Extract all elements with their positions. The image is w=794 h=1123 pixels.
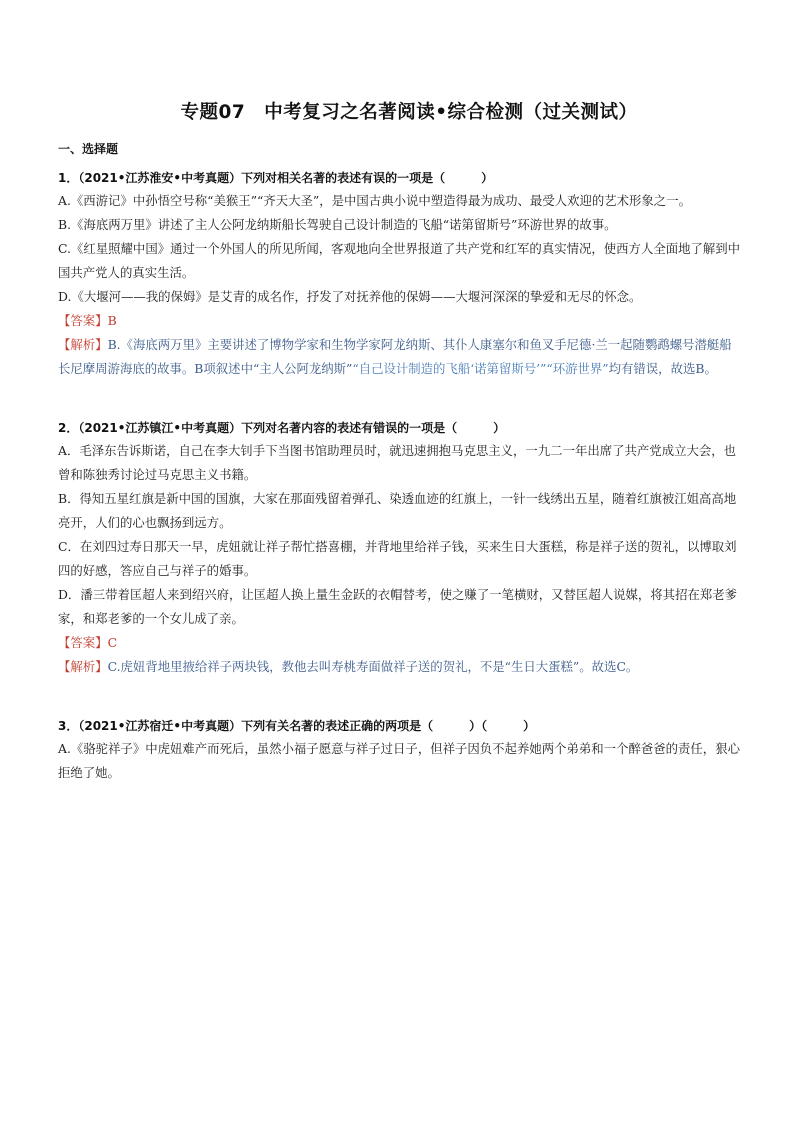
answer-line <box>58 309 742 333</box>
analysis-block <box>58 655 742 679</box>
option-c: C.《红星照耀中国》通过一个外国人的所见所闻，客观地向全世界报道了共产党和红军的真实情况，使西方人全面地了解到中国共产党人的真实生活。 <box>58 241 741 280</box>
analysis-tag: 【解析】 <box>58 337 108 352</box>
document-page <box>58 98 742 805</box>
option-d: D．潘三带着匡超人来到绍兴府，让匡超人换上量生金跃的衣帽替考，使之赚了一笔横财，又替匡超人说媒，将其招在郑老爹家，和郑老爹的一个女儿成了亲。 <box>58 587 738 626</box>
option-a: A.《西游记》中孙悟空号称“美猴王”“齐天大圣”，是中国古典小说中塑造得最为成功、最受人欢迎的艺术形象之一。 <box>58 193 691 208</box>
document-title: 专题07 中考复习之名著阅读•综合检测（过关测试） <box>180 102 638 123</box>
answer-tag: 【答案】 <box>58 635 108 650</box>
question-stem: 2．（2021•江苏镇江•中考真题）下列对名著内容的表述有错误的一项是（ ） <box>58 421 506 435</box>
option-a: A．毛泽东告诉斯诺，自己在李大钊手下当图书馆助理员时，就迅速拥抱马克思主义，一九二一年出席了共产党成立大会，也曾和陈独秀讨论过马克思主义书籍。 <box>58 443 737 482</box>
analysis-quote: “自己设计制造的飞船‘诺第留斯号’”“环游世界” <box>352 361 609 376</box>
answer-value: B <box>107 313 117 328</box>
answer-line <box>58 631 742 655</box>
analysis-tail: 均有错误，故选B。 <box>608 361 717 376</box>
question-2 <box>58 417 742 679</box>
option-a: A.《骆驼祥子》中虎妞难产而死后，虽然小福子愿意与祥子过日子，但祥子因负不起养她两个弟弟和一个醉爸爸的责任，狠心拒绝了她。 <box>58 741 740 780</box>
analysis-tag: 【解析】 <box>58 659 108 674</box>
analysis-block <box>58 333 742 381</box>
analysis-text: C.虎妞背地里掖给祥子两块钱，教他去叫寿桃寿面做祥子送的贺礼，不是“生日大蛋糕”。故选C。 <box>107 659 639 674</box>
question-stem: 3．（2021•江苏宿迁•中考真题）下列有关名著的表述正确的两项是（ ）（ ） <box>58 719 536 733</box>
section-title: 一、选择题 <box>58 142 119 156</box>
question-stem: 1．（2021•江苏淮安•中考真题）下列对相关名著的表述有误的一项是（ ） <box>58 171 494 185</box>
option-b: B.《海底两万里》讲述了主人公阿龙纳斯船长驾驶自己设计制造的飞船“诺第留斯号”环游世界的故事。 <box>58 217 617 232</box>
analysis-text: B.《海底两万里》主要讲述了博物学家和生物学家阿龙纳斯、其仆人康塞尔和鱼叉手尼德·兰一起随鹦鹉螺号潜艇船长尼摩周游海底的故事。B项叙述中“主人公阿龙纳斯” <box>58 337 732 376</box>
option-c: C．在刘四过寿日那天一早，虎妞就让祥子帮忙搭喜棚，并背地里给祥子钱，买来生日大蛋糕，称是祥子送的贺礼，以博取刘四的好感，答应自己与祥子的婚事。 <box>58 539 737 578</box>
question-1 <box>58 167 742 381</box>
answer-tag: 【答案】 <box>58 313 108 328</box>
question-3 <box>58 715 742 785</box>
option-b: B．得知五星红旗是新中国的国旗，大家在那面残留着弹孔、染透血迹的红旗上，一针一线绣出五星，随着红旗被江姐高高地亮开，人们的心也飘扬到远方。 <box>58 491 737 530</box>
answer-value: C <box>107 635 118 650</box>
option-d: D.《大堰河——我的保姆》是艾青的成名作，抒发了对抚养他的保姆——大堰河深深的挚爱和无尽的怀念。 <box>58 289 642 304</box>
